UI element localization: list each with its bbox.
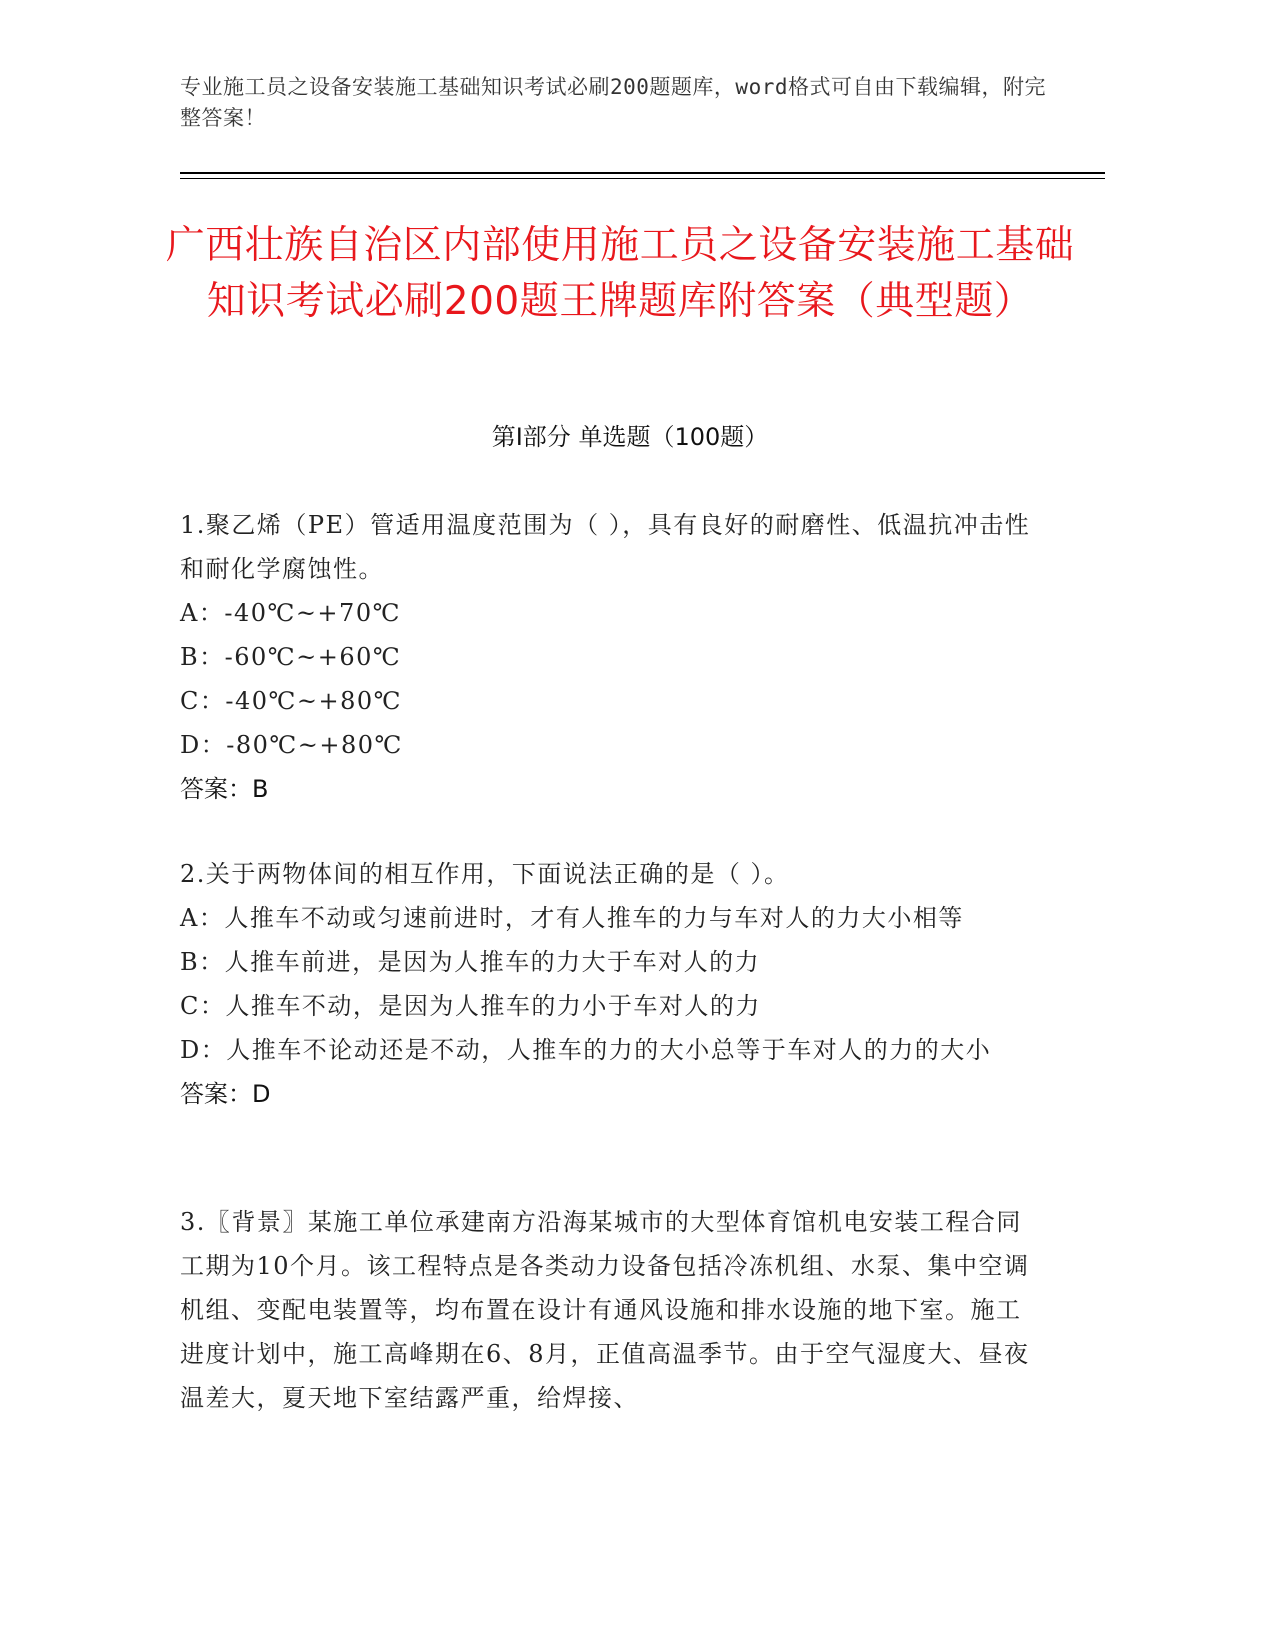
option-b: B：-60℃~+60℃	[180, 643, 402, 671]
option-d: D：人推车不论动还是不动，人推车的力的大小总等于车对人的力的大小	[180, 1036, 992, 1064]
answer: 答案：B	[180, 775, 269, 803]
option-c: C：-40℃~+80℃	[180, 687, 402, 715]
question-stem: 1.聚乙烯（PE）管适用温度范围为（ ），具有良好的耐磨性、低温抗冲击性和耐化学腐蚀性。	[180, 511, 1031, 583]
question-1	[180, 503, 1040, 811]
option-b: B：人推车前进，是因为人推车的力大于车对人的力	[180, 948, 761, 976]
question-stem: 3.〖背景〗某施工单位承建南方沿海某城市的大型体育馆机电安装工程合同工期为10个月。该工程特点是各类动力设备包括冷冻机组、水泵、集中空调机组、变配电装置等，均布置在设计有通风设施和排水设施的地下室。施工进度计划中，施工高峰期在6、8月，正值高温季节。由于空气湿度大、昼夜温差大，夏天地下室结露严重，给焊接、	[180, 1208, 1030, 1412]
question-stem: 2.关于两物体间的相互作用，下面说法正确的是（ ）。	[180, 860, 790, 888]
answer: 答案：D	[180, 1080, 271, 1108]
question-3	[180, 1200, 1040, 1420]
option-c: C：人推车不动，是因为人推车的力小于车对人的力	[180, 992, 761, 1020]
section-heading: 第Ⅰ部分 单选题（100题）	[491, 423, 769, 451]
header-divider-thick	[180, 172, 1105, 174]
header-divider-thin	[180, 178, 1105, 179]
question-2	[180, 852, 1040, 1116]
option-a: A：人推车不动或匀速前进时，才有人推车的力与车对人的力大小相等	[180, 904, 964, 932]
document-title: 广西壮族自治区内部使用施工员之设备安装施工基础知识考试必刷200题王牌题库附答案（典型题）	[165, 223, 1075, 324]
option-d: D：-80℃~+80℃	[180, 731, 403, 759]
option-a: A：-40℃~+70℃	[180, 599, 401, 627]
header-note: 专业施工员之设备安装施工基础知识考试必刷200题题库，word格式可自由下载编辑，附完整答案！	[180, 75, 1046, 130]
